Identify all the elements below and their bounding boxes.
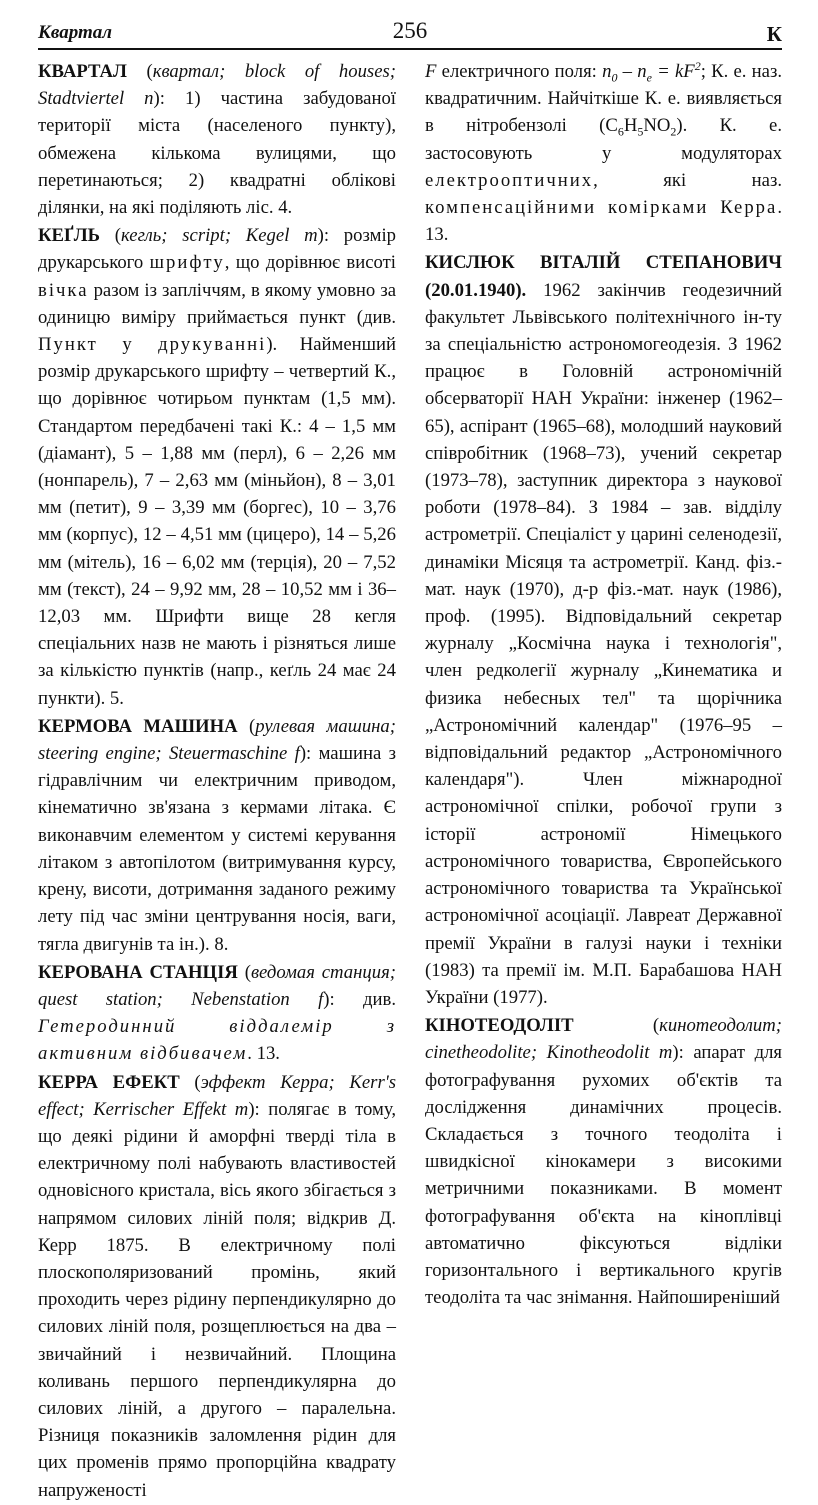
section-letter: К [766,22,782,46]
entry-kerovana-stantsiia [38,959,396,1068]
chem-subscript: 6 [617,125,624,140]
chem-part: H [623,115,638,137]
entry-body: . 13. [247,1043,280,1065]
formula-superscript: 2 [694,58,701,73]
page-number: 256 [392,18,428,43]
paren: ( [237,715,256,737]
entry-body: , які наз. [593,169,782,191]
entry-translations: эффект Керра; Kerr's effect; Kerrischer Effekt m [38,1071,396,1120]
spaced-term: компенсаційними комірками Керра [425,197,778,219]
paren: ( [126,61,153,82]
entry-kinoteodolit [425,1012,782,1311]
chem-subscript: 2 [670,125,677,140]
entry-body: разом із запліччям, в якому умовно за одиницю виміру приймається пункт (див. [38,279,396,328]
chem-part: NO [643,115,671,137]
entry-translations: рулевая машина; steering engine; Steuermaschine f [38,715,396,765]
paren: ( [237,961,251,983]
paren: ( [100,225,121,247]
entry-body: ). К. е. застосовують у модуляторах [425,115,783,164]
entry-body: . 13. [425,197,782,246]
entry-headword: КІНОТЕОДОЛІТ [425,1015,574,1037]
entry-body: ). Найменший розмір друкарського шрифту – четвертий К., що дорівнює чотирьом пунктам (1,5 мм). Стандартом передбачені такі К.: 4 – 1,5 мм (діамант), 5 – 1,88 мм (перл), 6 – 2,26 мм (нонпарель), 7 – 2,63 мм (міньйон), 8 – 3,01 мм (петит), 9 – 3,39 мм (боргес), 10 – 3,76 мм (корпус), 12 – 4,51 мм (цицеро), 14 – 5,26 мм (мітель), 16 – 6,02 мм (терція), 20 – 7,52 мм (текст), 24 – 9,92 мм, 28 – 10,52 мм і 36–12,03 мм. Шрифти вище 28 кегля спеціальних назв не мають і різняться лише за кількістю пунктів (напр., кеґль 24 має 24 пункти). 5. [38,334,397,709]
formula-part: n [602,61,612,82]
field-variable: F [425,61,437,82]
spaced-term: електрооптичних [425,169,594,191]
formula-part: = kF [651,61,695,82]
entry-headword: КЕҐЛЬ [38,225,101,247]
entry-kermova-mashyna [38,713,396,958]
paren: ( [573,1015,660,1037]
chem-subscript: 5 [637,125,644,140]
entry-headword: КЕРМОВА МАШИНА [38,715,238,737]
entry-body: ): машина з гідравлічним чи електричним приводом, кінематично зв'язана з кермами літака. Є виконавчим елементом у системі керування літаком з автопілотом (витримування курсу, крену, висоти, дотримання заданого режиму лету під час зміни центрування носія, ваги, тягла двигунів та ін.). 8. [38,743,396,955]
entry-body: , що дорівнює висоті [224,252,396,274]
entry-kysliuk [425,249,782,1011]
entry-body: ): розмір друкарського [38,225,396,274]
entry-translations: ведомая станция; quest station; Nebenstation f [38,961,396,1010]
formula-part: – n [617,61,647,82]
entry-kegl [38,222,396,712]
entry-body: ): див. [323,988,396,1010]
left-column [38,58,396,1505]
entry-headword: КИСЛЮК ВІТАЛІЙ СТЕПАНОВИЧ (20.01.1940). [425,252,782,301]
paren: ( [179,1071,201,1093]
cross-reference[interactable]: Гетеродинний віддалемір з активним відбивачем [38,1016,396,1065]
running-header [38,18,782,50]
entry-kvartal [38,58,396,221]
entry-translations: кегль; script; Kegel m [121,225,318,247]
entry-body: ): полягає в тому, що деякі рідини й аморфні тверді тіла в електричному полі набувають властивостей одновісного кристала, вісь якого збігається з напрямом силових ліній поля; відкрив Д. Керр 1875. В електричному полі плоскополяризований промінь, який проходить через рідину перпендикулярно до силових ліній поля, розщеплюється на два – звичайний і незвичайний. Площина коливань першого перпендикулярна до силових ліній, а другого – паралельна. Різниця показників заломлення рідин для цих променів прямо пропорційна квадрату напруженості [38,1098,396,1501]
entry-kerra-efekt-continued [425,58,782,248]
entry-body: ): 1) частина забудованої території міста (населеного пункту), обмежена кількома вулицями, що перетинаються; 2) квадратні облікові ділянки, на які поділяють ліс. 4. [38,88,396,219]
entry-headword: КЕРРА ЕФЕКТ [38,1071,180,1093]
cross-reference[interactable]: Пункт у друкуванні [38,334,267,356]
entry-body: 1962 закінчив геодезичний факультет Львівського політехнічного ін-ту за спеціальністю астрономогеодезія. З 1962 працює в Головній астрономічній обсерваторії НАН України: інженер (1962–65), аспірант (1965–68), молодший науковий співробітник (1968–73), учений секретар (1973–78), заступник директора з наукової роботи (1978–84). З 1984 – зав. відділу астрометрії. Спеціаліст у царині селенодезії, динаміки Місяця та астрометрії. Канд. фіз.-мат. наук (1970), д-р фіз.-мат. наук (1986), проф. (1995). Відповідальний секретар журналу „Космічна наука і технологія", член редколегії журналу „Кинематика и физика небесных тел" та щорічника „Астрономічний календар" (1976–95 – відповідальний редактор „Астрономічного календаря"). Член міжнародної астрономічної спілки, робочої групи з історії астрономії Німецького астрономічного товариства, Європейського астрономічного товариства та Української астрономічної асоціації. Лавреат Державної премії України в галузі науки і техніки (1983) та премії ім. М.П. Барабашова НАН України (1977). [425,279,782,1008]
formula-subscript: 0 [611,70,618,85]
running-head-word: Квартал [38,22,113,43]
formula-subscript: e [646,70,652,85]
entry-translations: кинотеодолит; cinetheodolite; Kinotheodolit m [425,1015,782,1064]
right-column [425,58,782,1312]
spaced-term: шрифту [149,252,225,274]
entry-body: електричного поля: [436,61,603,82]
entry-body: ; К. е. наз. квадратичним. Найчіткіше К. е. виявляється в нітробензолі (C [425,61,783,137]
entry-headword: КЕРОВАНА СТАНЦІЯ [38,961,238,983]
entry-kerra-efekt [38,1069,396,1504]
kerr-formula [602,58,701,85]
entry-body: ): апарат для фотографування рухомих об'єктів та дослідження динамічних процесів. Складається з точного теодоліта і швидкісної кінокамери з високими метричними показниками. В момент фотографування об'єкта на кіноплівці автоматично фіксуються відліки горизонтального і вертикального кругів теодоліта та час знімання. Найпоширеніший [425,1042,782,1309]
entry-translations: квартал; block of houses; Stadtviertel n [38,61,396,110]
entry-headword: КВАРТАЛ [38,61,127,82]
spaced-term: вічка [38,279,89,301]
